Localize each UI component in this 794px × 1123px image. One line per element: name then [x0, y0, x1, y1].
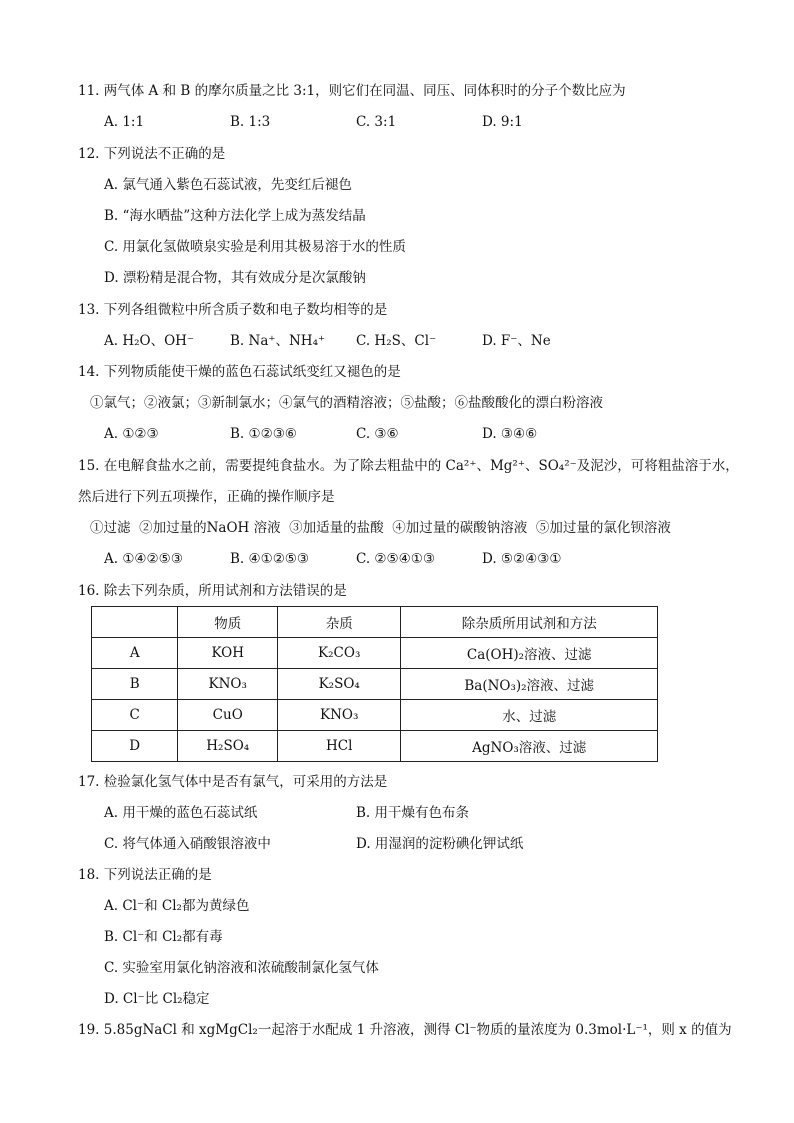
question-19-stem: 19. 5.85gNaCl 和 xgMgCl₂一起溶于水配成 1 升溶液，测得 Cl⁻物质的量浓度为 0.3mol·L⁻¹，则 x 的值为	[78, 1022, 732, 1038]
table-header-cell: 物质	[178, 607, 278, 638]
question-16-stem: 16. 除去下列杂质，所用试剂和方法错误的是	[78, 583, 347, 599]
table-header-cell: 除杂质所用试剂和方法	[401, 607, 658, 638]
question-18-option-a: A. Cl⁻和 Cl₂都为黄绿色	[104, 898, 250, 914]
table-cell: D	[92, 731, 178, 762]
question-13-option-b: B. Na⁺、NH₄⁺	[230, 333, 326, 349]
question-13-option-a: A. H₂O、OH⁻	[104, 333, 195, 349]
question-17-option-c: C. 将气体通入硝酸银溶液中	[104, 836, 271, 852]
question-11-stem: 11. 两气体 A 和 B 的摩尔质量之比 3:1，则它们在同温、同压、同体积时的分子个数比应为	[78, 83, 626, 99]
table-row	[92, 700, 658, 731]
question-14-stem: 14. 下列物质能使干燥的蓝色石蕊试纸变红又褪色的是	[78, 364, 401, 380]
question-12-option-c: C. 用氯化氢做喷泉实验是利用其极易溶于水的性质	[104, 239, 406, 255]
question-17-stem: 17. 检验氯化氢气体中是否有氯气，可采用的方法是	[78, 774, 388, 790]
question-15-option-d: D. ⑤②④③①	[482, 551, 562, 567]
question-15-stem-line2: 然后进行下列五项操作，正确的操作顺序是	[78, 489, 335, 505]
question-15-option-b: B. ④①②⑤③	[230, 551, 310, 567]
question-12-stem: 12. 下列说法不正确的是	[78, 146, 226, 162]
table-row	[92, 638, 658, 669]
question-18-option-d: D. Cl⁻比 Cl₂稳定	[104, 991, 210, 1007]
question-11-option-b: B. 1:3	[230, 114, 271, 130]
table-cell: AgNO₃溶液、过滤	[401, 731, 658, 762]
question-12-option-d: D. 漂粉精是混合物，其有效成分是次氯酸钠	[104, 270, 366, 286]
question-14-option-b: B. ①②③⑥	[230, 426, 297, 442]
question-11-option-a: A. 1:1	[104, 114, 145, 130]
question-18-option-c: C. 实验室用氯化钠溶液和浓硫酸制氯化氢气体	[104, 960, 379, 976]
table-cell: B	[92, 669, 178, 700]
table-cell: KNO₃	[178, 669, 278, 700]
table-row	[92, 731, 658, 762]
question-14-option-a: A. ①②③	[104, 426, 159, 442]
table-cell: Ba(NO₃)₂溶液、过滤	[401, 669, 658, 700]
question-15-option-a: A. ①④②⑤③	[104, 551, 183, 567]
question-13-stem: 13. 下列各组微粒中所含质子数和电子数均相等的是	[78, 302, 388, 318]
table-cell: C	[92, 700, 178, 731]
table-cell: K₂SO₄	[278, 669, 401, 700]
question-13-option-d: D. F⁻、Ne	[482, 333, 551, 349]
table-cell: KNO₃	[278, 700, 401, 731]
question-14-option-d: D. ③④⑥	[482, 426, 538, 442]
table-cell: Ca(OH)₂溶液、过滤	[401, 638, 658, 669]
question-11-option-c: C. 3:1	[356, 114, 397, 130]
impurity-table	[91, 606, 658, 762]
question-17-option-d: D. 用湿润的淀粉碘化钾试纸	[356, 836, 524, 852]
question-11-option-d: D. 9:1	[482, 114, 523, 130]
table-cell: K₂CO₃	[278, 638, 401, 669]
question-15-steps: ①过滤 ②加过量的NaOH 溶液 ③加适量的盐酸 ④加过量的碳酸钠溶液 ⑤加过量的氯化钡溶液	[90, 520, 671, 536]
question-14-option-c: C. ③⑥	[356, 426, 399, 442]
table-cell: 水、过滤	[401, 700, 658, 731]
question-18-option-b: B. Cl⁻和 Cl₂都有毒	[104, 929, 223, 945]
question-13-option-c: C. H₂S、Cl⁻	[356, 333, 437, 349]
table-cell: HCl	[278, 731, 401, 762]
question-14-substances: ①氯气；②液氯；③新制氯水；④氯气的酒精溶液；⑤盐酸；⑥盐酸酸化的漂白粉溶液	[90, 395, 603, 411]
question-18-stem: 18. 下列说法正确的是	[78, 867, 212, 883]
table-cell: CuO	[178, 700, 278, 731]
table-header-cell	[92, 607, 178, 638]
question-15-option-c: C. ②⑤④①③	[356, 551, 435, 567]
question-12-option-a: A. 氯气通入紫色石蕊试液，先变红后褪色	[104, 177, 352, 193]
table-header-cell: 杂质	[278, 607, 401, 638]
question-12-option-b: B. “海水晒盐”这种方法化学上成为蒸发结晶	[104, 208, 366, 224]
table-header-row	[92, 607, 658, 638]
table-row	[92, 669, 658, 700]
table-cell: H₂SO₄	[178, 731, 278, 762]
table-cell: A	[92, 638, 178, 669]
question-17-option-a: A. 用干燥的蓝色石蕊试纸	[104, 805, 258, 821]
question-17-option-b: B. 用干燥有色布条	[356, 805, 470, 821]
table-cell: KOH	[178, 638, 278, 669]
question-15-stem-line1: 15. 在电解食盐水之前，需要提纯食盐水。为了除去粗盐中的 Ca²⁺、Mg²⁺、SO₄²⁻及泥沙，可将粗盐溶于水，	[78, 458, 739, 474]
